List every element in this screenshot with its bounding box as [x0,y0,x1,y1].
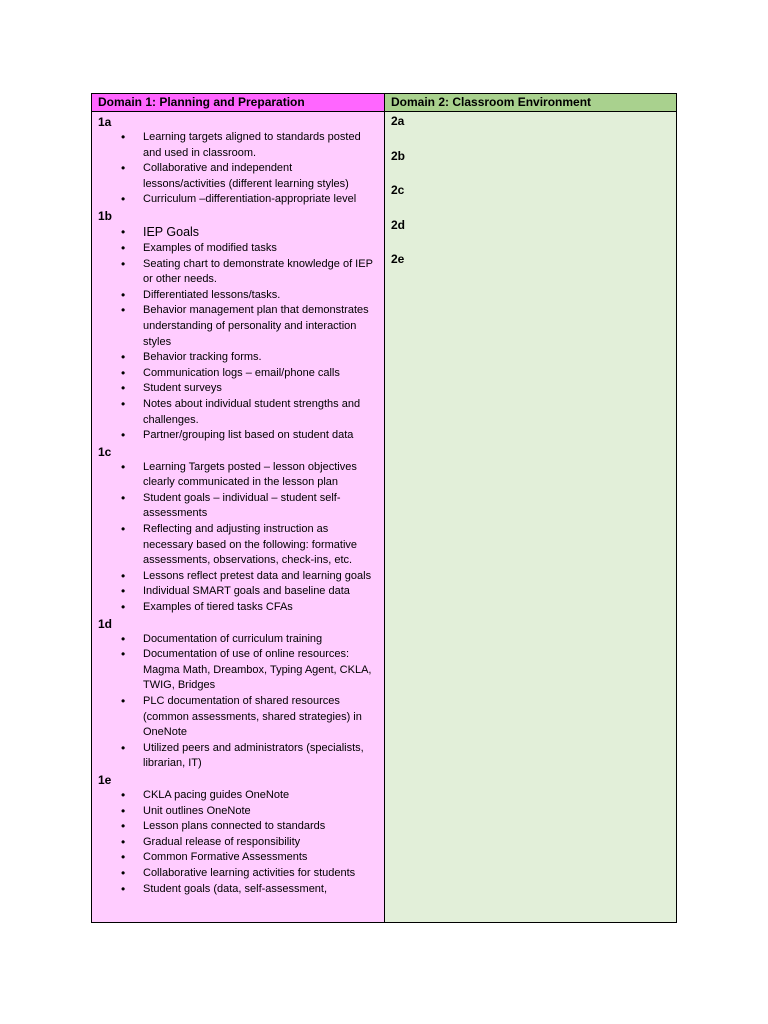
evidence-table [91,93,677,923]
list-item: • Student goals (data, self-assessment, [143,882,376,898]
section-label-2b: 2b [391,148,406,163]
list-item: • Notes about individual student strengths and challenges. [143,397,376,428]
list-item: • Learning Targets posted – lesson objectives clearly communicated in the lesson plan [143,460,376,491]
list-item: • Student surveys [143,381,376,397]
section-list-1a [98,130,376,208]
section-label-1a: 1a [98,115,112,129]
list-item: • Documentation of curriculum training [143,632,376,648]
section-list-1b [98,224,376,444]
list-item: • Student goals – individual – student self-assessments [143,491,376,522]
section-label-1d: 1d [98,616,113,631]
section-list-1e [98,788,376,897]
section-list-1d [98,632,376,772]
table-body-row [92,112,676,922]
list-item: • Behavior tracking forms. [143,350,376,366]
domain1-header: Domain 1: Planning and Preparation [92,94,385,111]
section-label-2d: 2d [391,217,406,232]
list-item: • Examples of modified tasks [143,241,376,257]
section-list-1c [98,460,376,616]
list-item: • Gradual release of responsibility [143,835,376,851]
list-item: • Learning targets aligned to standards posted and used in classroom. [143,130,376,161]
table-header-row [92,94,676,112]
list-item: • Examples of tiered tasks CFAs [143,600,376,616]
section-label-2a: 2a [391,114,405,128]
list-item: • Partner/grouping list based on student data [143,428,376,444]
list-item: • Curriculum –differentiation-appropriate level [143,192,376,208]
section-label-2e: 2e [391,252,405,266]
list-item: • PLC documentation of shared resources (common assessments, shared strategies) in OneNote [143,694,376,741]
list-item: • Individual SMART goals and baseline data [143,584,376,600]
section-label-1c: 1c [98,444,112,459]
list-item: • Reflecting and adjusting instruction as necessary based on the following: formative assessments, observations, check-ins, etc. [143,522,376,569]
list-item: • Communication logs – email/phone calls [143,366,376,382]
list-item: • Documentation of use of online resources: Magma Math, Dreambox, Typing Agent, CKLA, TWIG, Bridges [143,647,376,694]
list-item: • Lessons reflect pretest data and learning goals [143,569,376,585]
list-item: • CKLA pacing guides OneNote [143,788,376,804]
list-item: • Utilized peers and administrators (specialists, librarian, IT) [143,741,376,772]
list-item: • Lesson plans connected to standards [143,819,376,835]
list-item: • Unit outlines OneNote [143,804,376,820]
section-label-1e: 1e [98,772,112,787]
section-label-1b: 1b [98,208,113,223]
domain1-column [92,112,385,922]
list-item: • Collaborative and independent lessons/activities (different learning styles) [143,161,376,192]
list-item: • Common Formative Assessments [143,850,376,866]
domain2-column [385,112,676,922]
list-item: • IEP Goals [143,224,376,241]
list-item: • Behavior management plan that demonstrates understanding of personality and interaction styles [143,303,376,350]
list-item: • Differentiated lessons/tasks. [143,288,376,304]
list-item: • Seating chart to demonstrate knowledge of IEP or other needs. [143,257,376,288]
section-label-2c: 2c [391,183,405,197]
domain2-header: Domain 2: Classroom Environment [385,94,676,111]
list-item: • Collaborative learning activities for students [143,866,376,882]
